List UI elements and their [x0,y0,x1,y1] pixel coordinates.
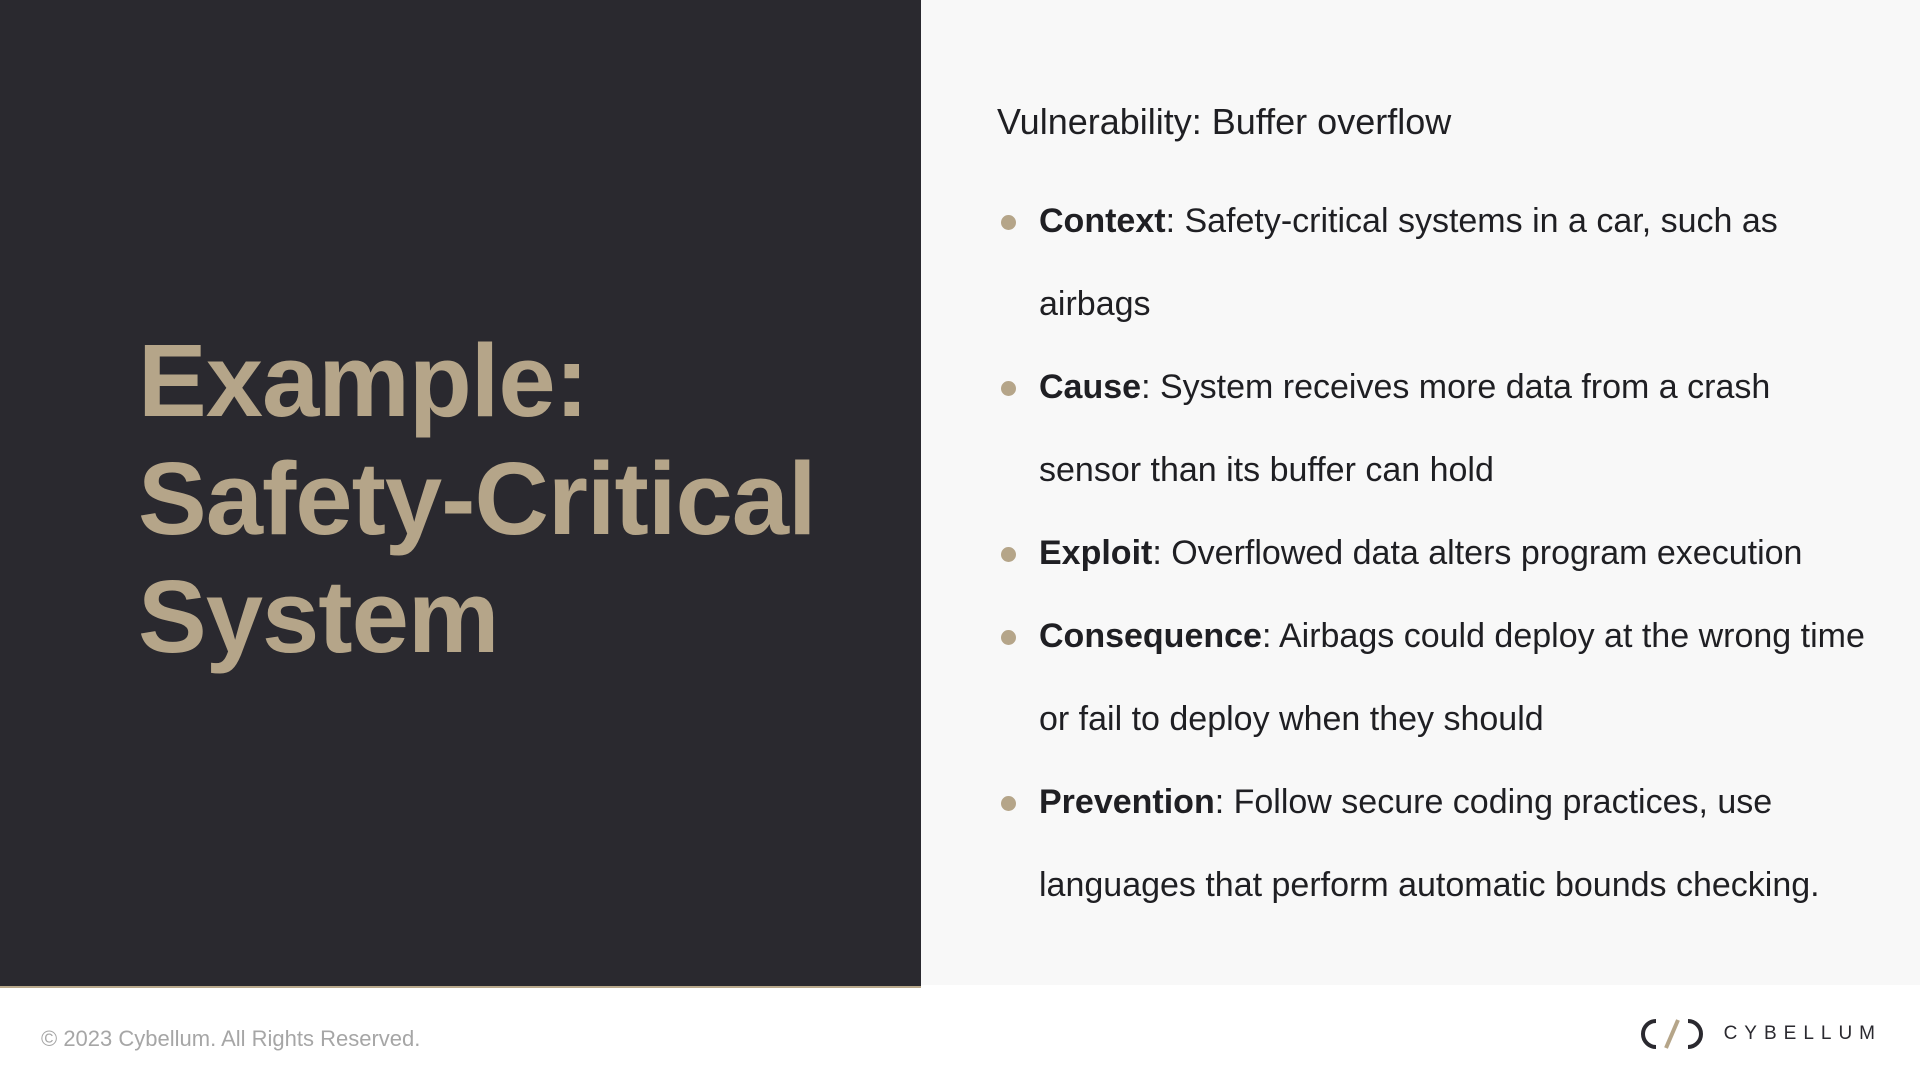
bullet-text: : System receives more data from a crash sensor than its buffer can hold [1039,368,1771,489]
bullet-dot-icon [1001,547,1016,562]
logo-wordmark: CYBELLUM [1723,1023,1882,1044]
bullet-prevention [997,761,1877,927]
bullet-text: : Airbags could deploy at the wrong time or fail to deploy when they should [1039,617,1865,738]
content-panel [921,0,1920,985]
bullet-dot-icon [1001,796,1016,811]
bullet-term: Context [1039,202,1166,240]
bullet-dot-icon [1001,630,1016,645]
bullet-context [997,180,1877,346]
bullet-list [997,180,1877,927]
bullet-text: : Follow secure coding practices, use languages that perform automatic bounds checking. [1039,783,1820,904]
footer [0,988,1920,1080]
bullet-exploit [997,512,1877,595]
title-line-1: Example: [138,323,588,438]
bullet-term: Exploit [1039,534,1153,572]
bullet-text: : Safety-critical systems in a car, such as airbags [1039,202,1778,323]
bullet-term: Cause [1039,368,1142,406]
vulnerability-heading: Vulnerability: Buffer overflow [997,101,1452,142]
title-line-2: Safety-Critical [138,441,816,556]
title-line-3: System [138,559,499,674]
bullet-text: : Overflowed data alters program execution [1152,534,1803,572]
bullet-term: Consequence [1039,617,1262,655]
cybellum-logo [1634,1016,1882,1052]
bullet-term: Prevention [1039,783,1215,821]
bullet-dot-icon [1001,215,1016,230]
title-panel [0,0,921,988]
copyright-text: © 2023 Cybellum. All Rights Reserved. [41,1026,421,1051]
bullet-consequence [997,595,1877,761]
cybellum-logo-icon [1634,1016,1710,1052]
bullet-dot-icon [1001,381,1016,396]
bullet-cause [997,346,1877,512]
slide-title [138,322,898,676]
